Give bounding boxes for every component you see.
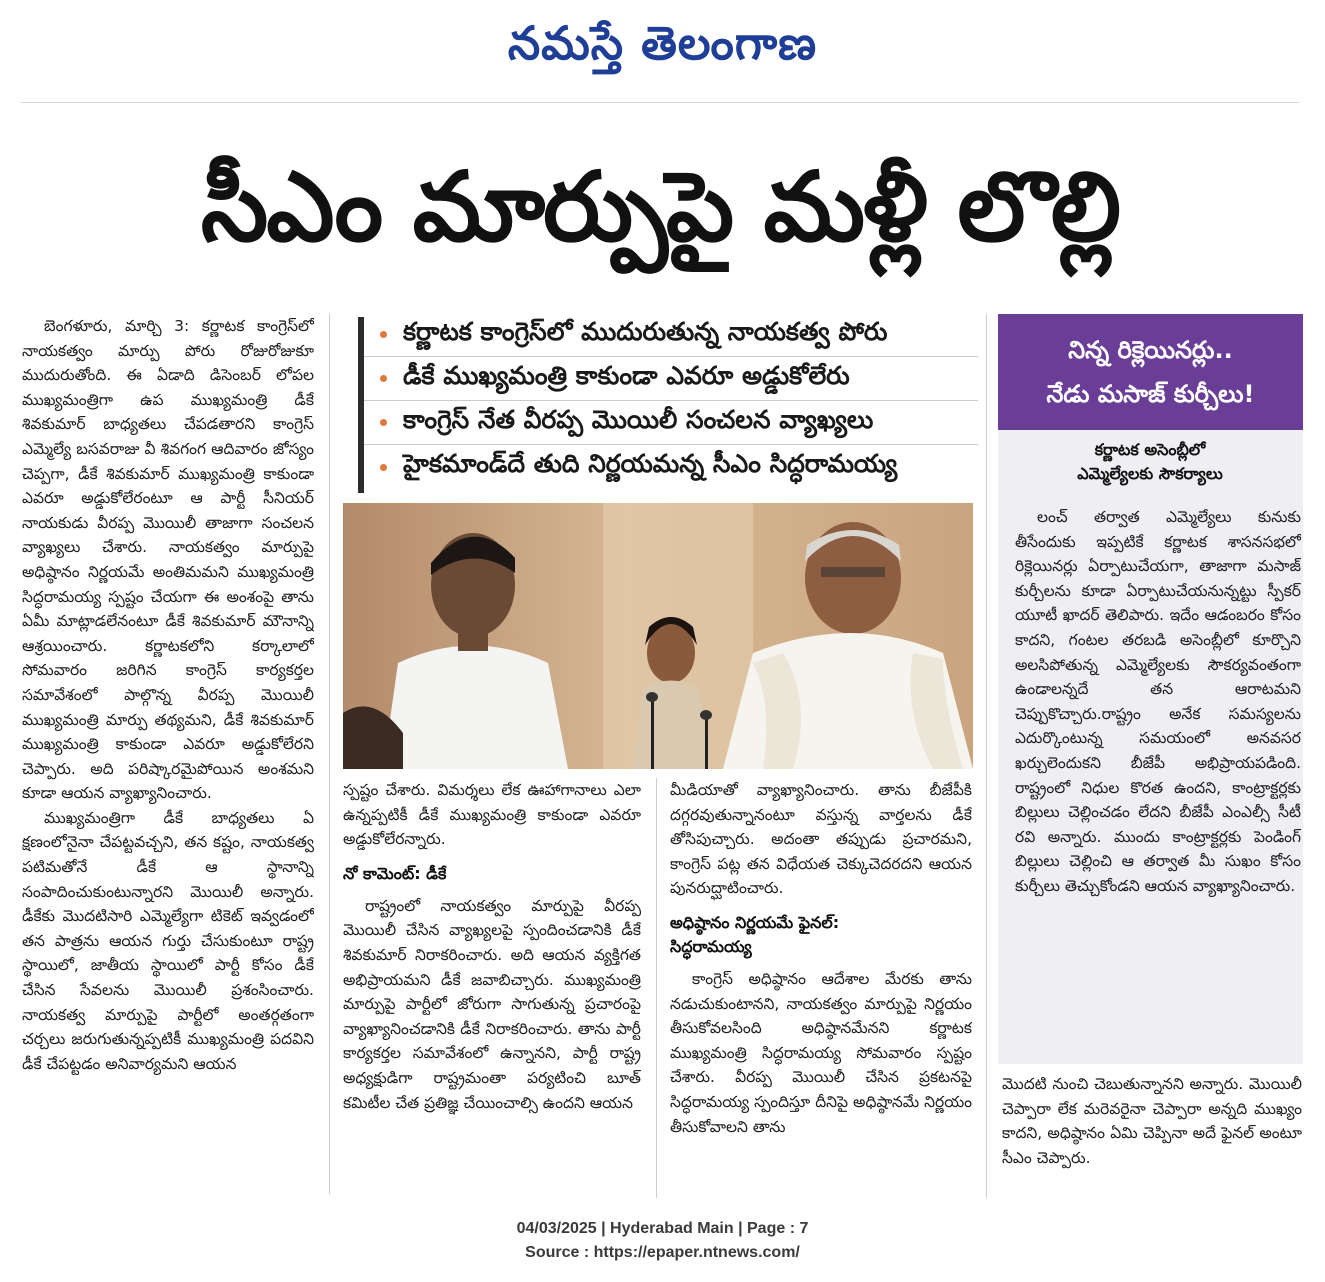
bullet-icon bbox=[380, 331, 387, 338]
article-column-3 bbox=[670, 778, 972, 1198]
footer-source: Source : https://epaper.ntnews.com/ bbox=[525, 1244, 800, 1261]
article-column-1 bbox=[22, 314, 314, 1194]
page-footer bbox=[0, 1217, 1325, 1265]
subhead-line: కర్ణాటక అసెంబ్లీలో bbox=[1094, 440, 1206, 459]
highlight-item bbox=[358, 357, 978, 401]
headline: సీఎం మార్పుపై మళ్లీ లొల్లి bbox=[200, 151, 1120, 263]
highlight-text: కర్ణాటక కాంగ్రెస్‌లో ముదురుతున్న నాయకత్వ పోరు bbox=[403, 316, 888, 346]
sidebar-article bbox=[1015, 505, 1301, 1055]
bullet-icon bbox=[380, 375, 387, 382]
footer-date-edition: 04/03/2025 | Hyderabad Main | Page : 7 bbox=[516, 1220, 809, 1237]
highlight-item bbox=[358, 445, 978, 489]
article-paragraph: కాంగ్రెస్ అధిష్ఠానం ఆదేశాల మేరకు తాను నడుచుకుంటానని, నాయకత్వం మార్పుపై నిర్ణయం తీసుకోవలసింది అధిష్ఠానమేనని కర్ణాటక ముఖ్యమంత్రి సిద్ధరామయ్య సోమవారం స్పష్టం చేశారు. వీరప్ప మొయిలీ చేసిన ప్రకటనపై సిద్ధరామయ్య స్పందిస్తూ దీనిపై అధిష్ఠానమే నిర్ణయం తీసుకోవాలని తాను bbox=[670, 969, 972, 1136]
highlight-item bbox=[358, 401, 978, 445]
subhead-line: ఎమ్మెల్యేలకు సౌకర్యాలు bbox=[1077, 464, 1223, 483]
section-subhead bbox=[670, 911, 972, 959]
bullet-icon bbox=[380, 464, 387, 471]
column-divider bbox=[656, 778, 657, 1198]
masthead bbox=[0, 0, 1325, 98]
sidebar-banner-title: నేడు మసాజ్ కుర్చీలు! bbox=[1046, 380, 1255, 408]
masthead-divider bbox=[20, 102, 1300, 103]
sidebar-subhead bbox=[1010, 438, 1290, 486]
column-divider bbox=[986, 314, 987, 1198]
sidebar-banner bbox=[998, 314, 1303, 430]
column-divider bbox=[329, 314, 330, 1194]
sidebar-banner-title: నిన్న రిక్లెయినర్లు.. bbox=[1068, 336, 1233, 364]
highlight-text: కాంగ్రెస్ నేత వీరప్ప మొయిలీ సంచలన వ్యాఖ్యలు bbox=[403, 404, 874, 434]
article-column-2 bbox=[343, 778, 641, 1198]
bullet-icon bbox=[380, 419, 387, 426]
article-paragraph: మొదటి నుంచి చెబుతున్నానని అన్నారు. మొయిలీ చెప్పారా లేక మరెవరైనా చెప్పారా అన్నది ముఖ్యం కాదని, అధిష్ఠానం ఏమి చెప్పినా అదే ఫైనల్ అంటూ సీఎం చెప్పారు. bbox=[1002, 1075, 1302, 1167]
article-paragraph: ముఖ్యమంత్రిగా డీకే బాధ్యతలు ఏ క్షణంలోనైనా చేపట్టవచ్చని, తన కష్టం, నాయకత్వ పటిమతోనే డీకే ఆ స్థానాన్ని సంపాదించుకుంటున్నారని మొయిలీ అన్నారు. డీకేకు మొదటిసారి ఎమ్మెల్యేగా టికెట్ ఇవ్వడంలో తన పాత్రను ఆయన గుర్తు చేసుకుంటూ రాష్ట్ర స్థాయిలో, జాతీయ స్థాయిలో పార్టీ కోసం డీకే చేసిన సేవలను మొయిలీ ప్రశంసించారు. నాయకత్వ మార్పుపై పార్టీలో అంతర్గతంగా చర్చలు జరుగుతున్నప్పటికీ ముఖ్యమంత్రి పదవిని డీకే చేపట్టడం అనివార్యమని ఆయన bbox=[22, 808, 314, 1073]
newspaper-logo: నమస్తే తెలంగాణ bbox=[507, 16, 818, 70]
section-subhead: నో కామెంట్: డీకే bbox=[343, 863, 447, 883]
highlights-bar bbox=[358, 317, 364, 493]
news-photo-illustration bbox=[343, 503, 973, 769]
subhead-line: సిద్ధరామయ్య bbox=[670, 936, 752, 956]
article-paragraph: లంచ్ తర్వాత ఎమ్మెల్యేలు కునుకు తీసేందుకు ఇప్పటికే కర్ణాటక శాసనసభలో రిక్లెయినర్లు ఏర్పాటుచేయగా, తాజాగా మసాజ్ కుర్చీలను కూడా ఏర్పాటుచేయనున్నట్టు స్పీకర్ యూటీ ఖాదర్ తెలిపారు. ఇదేం ఆడంబరం కోసం కాదని, గంటల తరబడి అసెంబ్లీలో కూర్చొని అలసిపోతున్న ఎమ్మెల్యేలకు సౌకర్యవంతంగా ఉండాలన్నదే తన ఆరాటమని చెప్పుకొచ్చారు.రాష్ట్రం అనేక సమస్యలను ఎదుర్కొంటున్న సమయంలో అనవసర ఖర్చులెందుకని బీజేపీ అభిప్రాయపడింది. రాష్ట్రంలో నిధుల కొరత ఉందని, కాంట్రాక్టర్లకు బిల్లులు చెల్లించడం లేదని బీజేపీ ఎంఎల్సీ సీటీ రవి అన్నారు. ముందు కాంట్రాక్టర్లకు పెండింగ్ బిల్లులు చెల్లించి ఆ తర్వాత మీ సుఖం కోసం కుర్చీలు తెచ్చుకోండని ఆయన వ్యాఖ్యానించారు. bbox=[1015, 508, 1301, 895]
highlight-text: డీకే ముఖ్యమంత్రి కాకుండా ఎవరూ అడ్డుకోలేరు bbox=[403, 360, 850, 390]
article-paragraph: మీడియాతో వ్యాఖ్యానించారు. తాను బీజేపీకి దగ్గరవుతున్నానంటూ వస్తున్న వార్తలను డీకే తోసిపుచ్చారు. అదంతా తప్పుడు ప్రచారమని, కాంగ్రెస్ పట్ల తన విధేయత చెక్కుచెదరదని ఆయన పునరుద్ఘాటించారు. bbox=[670, 781, 972, 898]
news-photo bbox=[343, 503, 973, 769]
highlights-box bbox=[358, 313, 978, 503]
highlight-text: హైకమాండ్‌దే తుది నిర్ణయమన్న సీఎం సిద్ధరామయ్య bbox=[403, 449, 898, 478]
highlight-item bbox=[358, 313, 978, 357]
article-column-4 bbox=[1002, 1072, 1302, 1202]
article-paragraph: బెంగళూరు, మార్చి 3: కర్ణాటక కాంగ్రెస్‌లో నాయకత్వం మార్పు పోరు రోజురోజుకూ ముదురుతోంది. ఈ ఏడాది డిసెంబర్ లోపల ముఖ్యమంత్రిగా ఉప ముఖ్యమంత్రి డీకే శివకుమార్ బాధ్యతలు చేపడతారని కాంగ్రెస్ ఎమ్మెల్యే బసవరాజు వీ శివగంగ ఆదివారం జోస్యం చెప్పగా, డీకే శివకుమార్ ముఖ్యమంత్రి కాకుండా ఎవరూ అడ్డుకోలేరంటూ ఆ పార్టీ సీనియర్ నాయకుడు వీరప్ప మొయిలీ తాజాగా సంచలన వ్యాఖ్యలు చేశారు. నాయకత్వం మార్పుపై అధిష్ఠానం నిర్ణయమే అంతిమమని ముఖ్యమంత్రి సిద్ధరామయ్య స్పష్టం చేయగా ఈ అంశంపై తాను ఏమీ మాట్లాడలేనంటూ డీకే శివకుమార్ మౌనాన్ని ఆశ్రయించారు. కర్ణాటకలోని కర్కాలాలో సోమవారం జరిగిన కాంగ్రెస్ కార్యకర్తల సమావేశంలో పాల్గొన్న వీరప్ప మొయిలీ ముఖ్యమంత్రి మార్పు తథ్యమని, డీకే శివకుమార్ ముఖ్యమంత్రి కాకుండా ఎవరూ అడ్డుకోలేరని చెప్పారు. అది పరిష్కారమైపోయిన అంశమని కూడా ఆయన వ్యాఖ్యానించారు. bbox=[22, 317, 314, 803]
article-paragraph: రాష్ట్రంలో నాయకత్వం మార్పుపై వీరప్ప మొయిలీ చేసిన వ్యాఖ్యలపై స్పందించడానికి డీకే శివకుమార్ నిరాకరించారు. అది ఆయన వ్యక్తిగత అభిప్రాయమని డీకే జవాబిచ్చారు. ముఖ్యమంత్రి మార్పుపై పార్టీలో జోరుగా సాగుతున్న ప్రచారంపై వ్యాఖ్యానించడానికి డీకే నిరాకరించారు. తాను పార్టీ కార్యకర్తల సమావేశంలో ఉన్నానని, పార్టీ రాష్ట్ర అధ్యక్షుడిగా రాష్ట్రమంతా పర్యటించి బూత్ కమిటీల చేత ప్రతిజ్ఞ చేయించాల్సి ఉందని ఆయన bbox=[343, 896, 641, 1112]
subhead-line: అధిష్ఠానం నిర్ణయమే ఫైనల్: bbox=[670, 912, 840, 932]
article-paragraph: స్పష్టం చేశారు. విమర్శలు లేక ఊహాగానాలు ఎలా ఉన్నప్పటికీ డీకే ముఖ్యమంత్రి కాకుండా ఎవరూ అడ్డుకోలేరన్నారు. bbox=[343, 781, 641, 849]
